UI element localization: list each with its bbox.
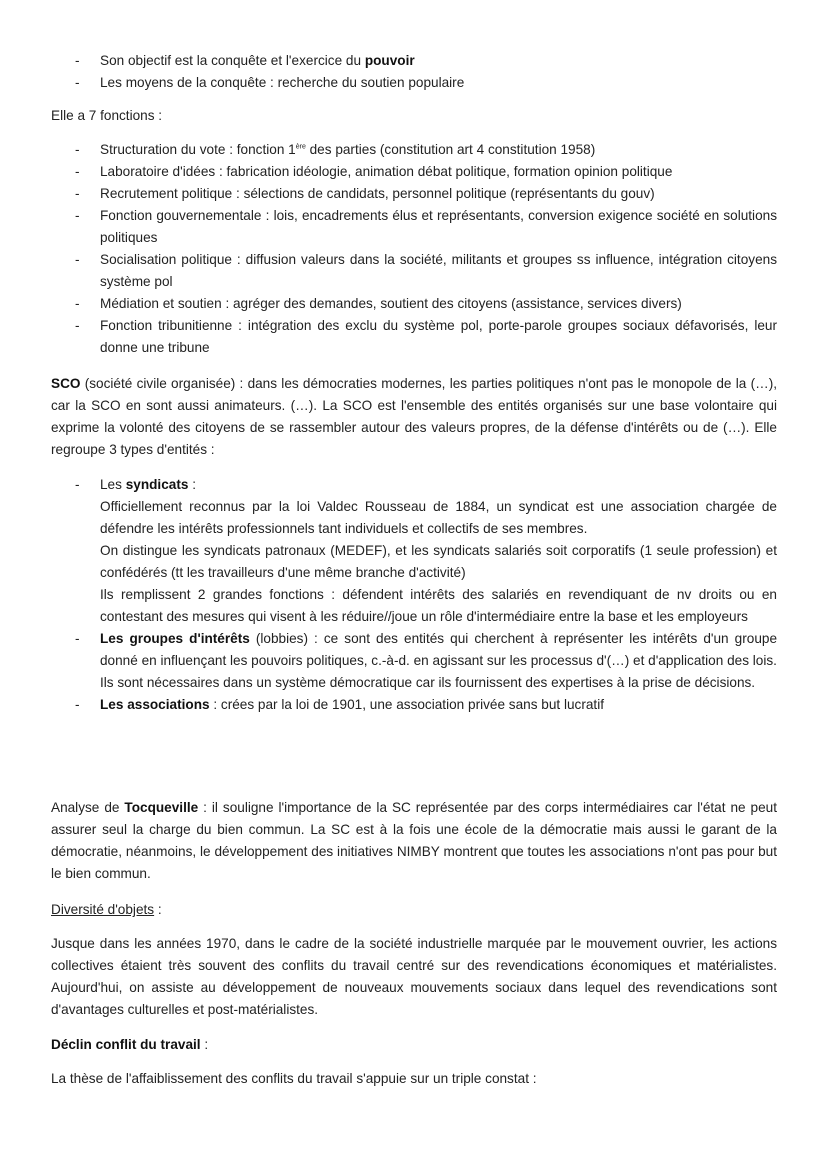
functions-list	[51, 139, 777, 359]
tocqueville-paragraph: Analyse de Tocqueville : il souligne l'importance de la SC représentée par des corps intermédiaires car l'état ne peut assurer seul la charge du bien commun. La SC est à la fois une école de la démocratie mais aussi le garant de la démocratie, néanmoins, le développement des initiatives NIMBY montrent que toutes les associations n'ont pas pour but le bien commun.	[51, 800, 777, 881]
list-item-syndicats: - Les syndicats : Officiellement reconnus par la loi Valdec Rousseau de 1884, un syndicat est une association chargée de défendre les intérêts professionnels tant individuels et collectifs de ses membres. On distingue les syndicats patronaux (MEDEF), et les syndicats salariés soit corporatifs (1 seule profession) et confédérés (tt les travailleurs d'une même branche d'activité) Ils remplissent 2 grandes fonctions : défendent intérêts des salariés en revendiquant de nv droits ou en contestant des mesures qui visent à les réduire//joue un rôle d'intermédiaire entre la base et les employeurs	[51, 474, 777, 628]
list-item: - Socialisation politique : diffusion valeurs dans la société, militants et groupes ss influence, intégration citoyens système pol	[51, 249, 777, 293]
diversite-heading-block	[51, 899, 777, 921]
list-item: - Laboratoire d'idées : fabrication idéologie, animation débat politique, formation opinion politique	[51, 161, 777, 183]
intro-list	[51, 50, 777, 94]
entities-list	[51, 474, 777, 716]
declin-heading-block	[51, 1034, 777, 1056]
declin-paragraph-block	[51, 1068, 777, 1090]
tocqueville-paragraph-block	[51, 797, 777, 885]
intro-list-block	[51, 50, 777, 94]
list-item: - Fonction gouvernementale : lois, encadrements élus et représentants, conversion exigence société en solutions politiques	[51, 205, 777, 249]
list-item: - Fonction tribunitienne : intégration des exclu du système pol, porte-parole groupes sociaux défavorisés, leur donne une tribune	[51, 315, 777, 359]
declin-paragraph: La thèse de l'affaiblissement des conflits du travail s'appuie sur un triple constat :	[51, 1071, 537, 1086]
declin-heading: Déclin conflit du travail :	[51, 1037, 209, 1052]
diversite-heading: Diversité d'objets :	[51, 902, 162, 917]
functions-list-block	[51, 139, 777, 359]
list-item: - Les moyens de la conquête : recherche du soutien populaire	[51, 72, 777, 94]
sco-paragraph-block	[51, 373, 777, 461]
sco-paragraph: SCO (société civile organisée) : dans les démocraties modernes, les parties politiques n'ont pas le monopole de la (…), car la SCO en sont aussi animateurs. (…). La SCO est l'ensemble des entités organisés sur une base volontaire qui exprime la volonté des citoyens de se rassembler autour des valeurs propres, de la défense d'intérêts ou de (…). Elle regroupe 3 types d'entités :	[51, 376, 777, 457]
list-item: - Médiation et soutien : agréger des demandes, soutient des citoyens (assistance, services divers)	[51, 293, 777, 315]
functions-title-block	[51, 105, 777, 127]
entities-list-block	[51, 474, 777, 716]
list-item: - Recrutement politique : sélections de candidats, personnel politique (représentants du gouv)	[51, 183, 777, 205]
diversite-paragraph: Jusque dans les années 1970, dans le cadre de la société industrielle marquée par le mouvement ouvrier, les actions collectives étaient très souvent des conflits du travail centré sur des revendications économiques et matérialistes. Aujourd'hui, on assiste au développement de nouveaux mouvements sociaux dans lequel des revendications sont d'avantages culturelles et post-matérialistes.	[51, 936, 777, 1017]
list-item: - Son objectif est la conquête et l'exercice du pouvoir	[51, 50, 777, 72]
list-item: - Structuration du vote : fonction 1ère des parties (constitution art 4 constitution 1958)	[51, 139, 777, 161]
diversite-paragraph-block	[51, 933, 777, 1021]
functions-title: Elle a 7 fonctions :	[51, 108, 163, 123]
list-item-associations: - Les associations : crées par la loi de 1901, une association privée sans but lucratif	[51, 694, 777, 716]
list-item-groupes: - Les groupes d'intérêts (lobbies) : ce sont des entités qui cherchent à représenter les intérêts d'un groupe donné en influençant les pouvoirs politiques, c.-à-d. en agissant sur les processus d'(…) et d'application des lois. Ils sont nécessaires dans un système démocratique car ils fournissent des expertises à la prise de décisions.	[51, 628, 777, 694]
